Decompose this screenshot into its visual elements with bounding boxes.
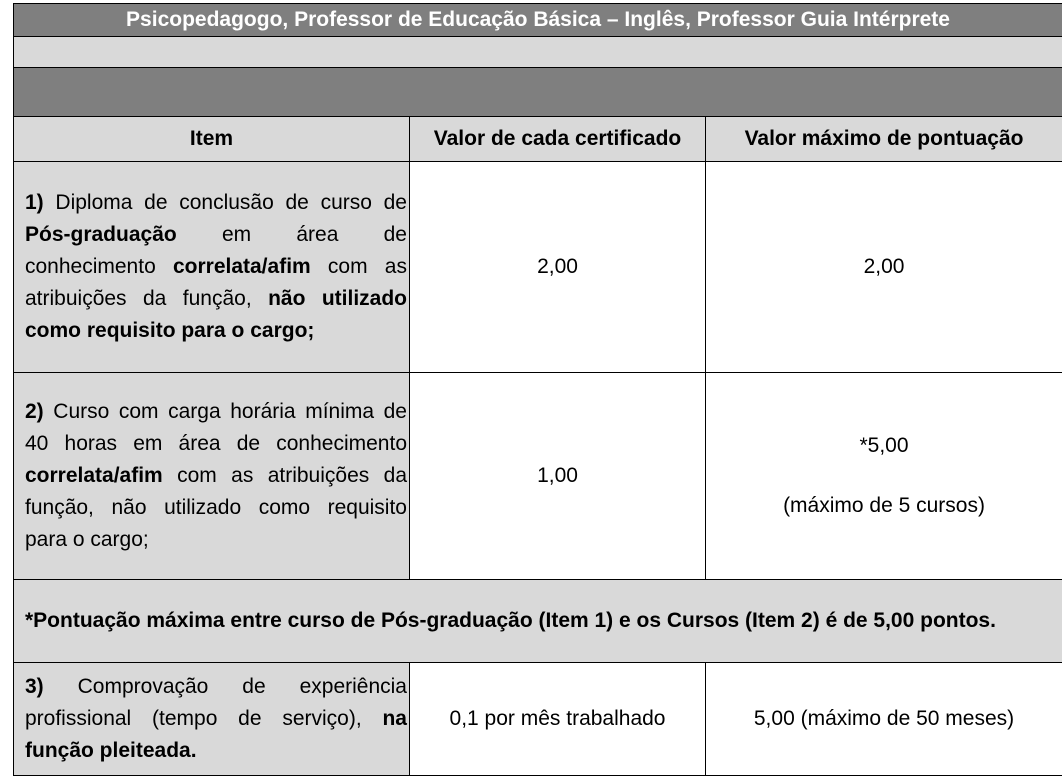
item-bold: correlata/afim [173, 255, 311, 278]
blank-row-light [14, 37, 1062, 68]
item-description [14, 162, 410, 373]
blank-row-dark [14, 68, 1062, 117]
item-text: com as atribuições da função, não utilizado como requisito para o cargo; [25, 464, 407, 551]
item-bold: correlata/afim [25, 464, 163, 487]
note-row [14, 580, 1062, 663]
table-row [14, 373, 1062, 580]
valor-max: 5,00 (máximo de 50 meses) [706, 663, 1062, 776]
item-bold: Pós-graduação [25, 223, 177, 246]
valor-cada: 0,1 por mês trabalhado [410, 663, 706, 776]
item-text: com as atribuições da função, [25, 255, 407, 310]
item-text: Curso com carga horária mínima de 40 horas em área de conhecimento [25, 400, 407, 455]
valor-cada: 1,00 [410, 373, 706, 580]
note-text: *Pontuação máxima entre curso de Pós-graduação (Item 1) e os Cursos (Item 2) é de 5,00 pontos. [14, 580, 1062, 663]
blank-cell [14, 68, 1062, 117]
table-row [14, 162, 1062, 373]
valor-max-sub: (máximo de 5 cursos) [706, 490, 1062, 522]
item-bold: não utilizado como requisito para o cargo; [25, 287, 407, 342]
item-bold: na função pleiteada. [25, 707, 407, 762]
item-number: 3) [25, 675, 44, 698]
table-row [14, 663, 1062, 776]
header-item: Item [14, 117, 410, 162]
valor-cada: 2,00 [410, 162, 706, 373]
table-title: Psicopedagogo, Professor de Educação Básica – Inglês, Professor Guia Intérprete [14, 4, 1062, 37]
header-valor-cada: Valor de cada certificado [410, 117, 706, 162]
scoring-table [13, 3, 1062, 776]
valor-max-cell [706, 373, 1062, 580]
item-text: Comprovação de experiência profissional (tempo de serviço), [25, 675, 407, 730]
item-text: em área de conhecimento [25, 223, 407, 278]
valor-max: 2,00 [706, 162, 1062, 373]
item-text: Diploma de conclusão de curso de [44, 191, 407, 214]
header-valor-max: Valor máximo de pontuação [706, 117, 1062, 162]
blank-cell [14, 37, 1062, 68]
title-row [14, 4, 1062, 37]
valor-max: *5,00 [859, 434, 908, 457]
item-number: 1) [25, 191, 44, 214]
header-row [14, 117, 1062, 162]
item-description [14, 373, 410, 580]
item-description [14, 663, 410, 776]
item-number: 2) [25, 400, 44, 423]
